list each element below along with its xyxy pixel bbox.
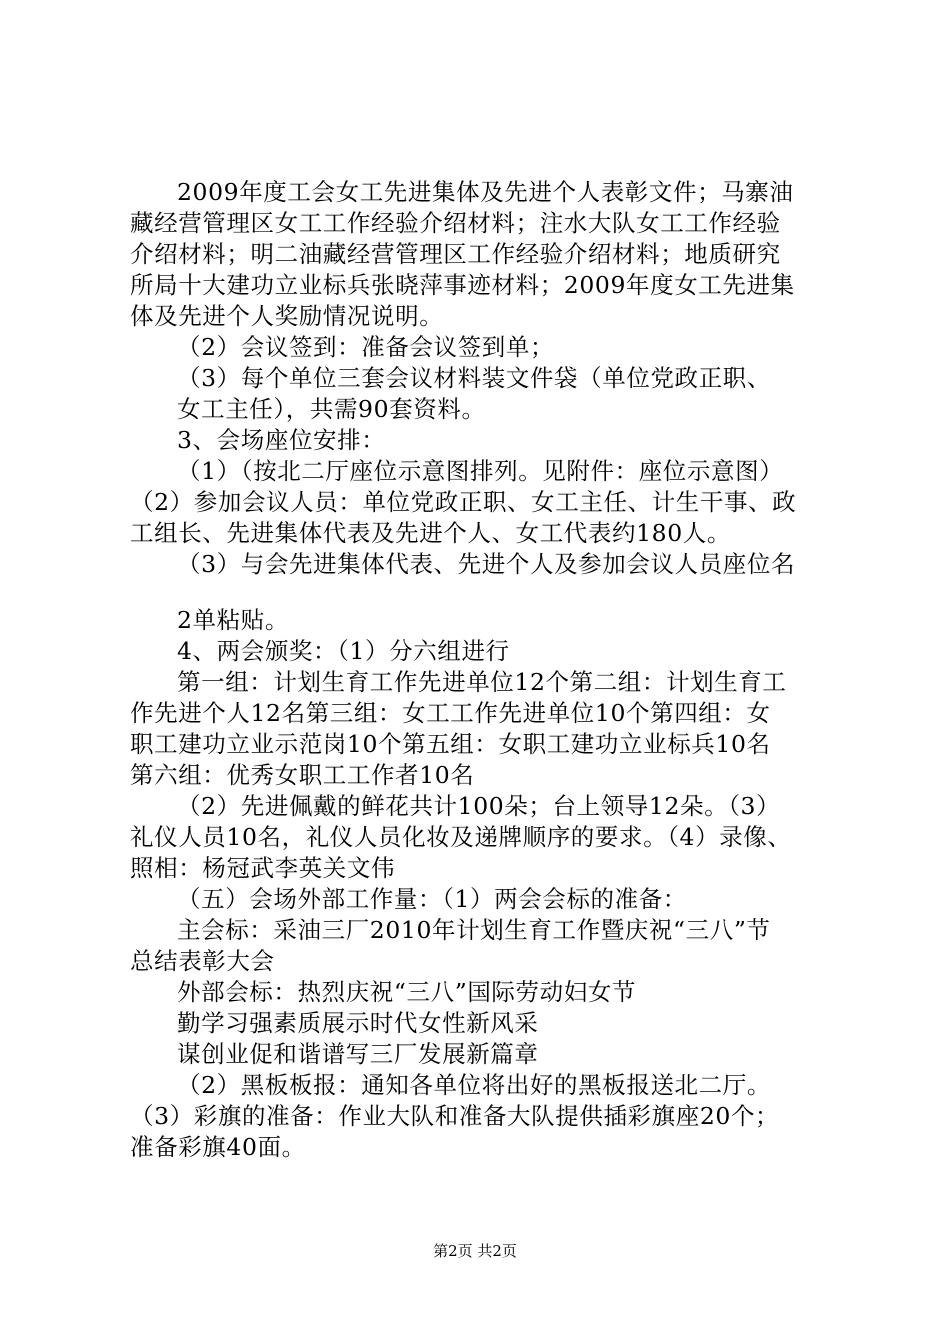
- text-line: 照相：杨冠武李英关文伟: [130, 854, 396, 882]
- page-footer: 第2页 共2页: [433, 1242, 517, 1260]
- text-line: 介绍材料；明二油藏经营管理区工作经验介绍材料；地质研究: [130, 240, 781, 268]
- text-line: （2）会议签到：准备会议签到单；: [177, 333, 555, 361]
- text-line: 外部会标：热烈庆祝“三八”国际劳动妇女节: [177, 978, 637, 1006]
- text-line: 第一组：计划生育工作先进单位12个第二组：计划生育工: [177, 668, 787, 696]
- text-line: 准备彩旗40面。: [130, 1133, 306, 1161]
- text-line: 3、会场座位安排：: [177, 426, 386, 454]
- text-line: 工组长、先进集体代表及先进个人、女工代表约180人。: [130, 519, 731, 547]
- text-line: 藏经营管理区女工工作经验介绍材料；注水大队女工工作经验: [130, 209, 781, 237]
- text-line: 礼仪人员10名，礼仪人员化妆及递牌顺序的要求。（4）录像、: [130, 823, 792, 851]
- text-line: （2）先进佩戴的鲜花共计100朵；台上领导12朵。（3）: [177, 792, 781, 820]
- text-line: 4、两会颁奖：（1）分六组进行: [177, 637, 510, 665]
- text-line: 2单粘贴。: [177, 606, 289, 634]
- text-line: 谋创业促和谐谱写三厂发展新篇章: [177, 1040, 539, 1068]
- text-line: （3）彩旗的准备：作业大队和准备大队提供插彩旗座20个；: [130, 1102, 780, 1130]
- text-line: 职工建功立业示范岗10个第五组：女职工建功立业标兵10名: [130, 730, 771, 758]
- text-line: 第六组：优秀女职工工作者10名: [130, 761, 475, 789]
- text-line: 2009年度工会女工先进集体及先进个人表彰文件；马寨油: [177, 178, 794, 206]
- text-line: 总结表彰大会: [130, 947, 275, 975]
- text-line: （2）参加会议人员：单位党政正职、女工主任、计生干事、政: [130, 488, 797, 516]
- text-line: 主会标：采油三厂2010年计划生育工作暨庆祝“三八”节: [177, 916, 771, 944]
- text-line: 体及先进个人奖励情况说明。: [130, 302, 444, 330]
- text-line: （2）黑板板报：通知各单位将出好的黑板报送北二厅。: [177, 1071, 771, 1099]
- text-line: （1）（按北二厅座位示意图排列。见附件：座位示意图）: [177, 457, 784, 485]
- text-line: （3）每个单位三套会议材料装文件袋（单位党政正职、: [177, 364, 771, 392]
- text-line: 勤学习强素质展示时代女性新风采: [177, 1009, 539, 1037]
- text-line: 所局十大建功立业标兵张晓萍事迹材料；2009年度女工先进集: [130, 271, 795, 299]
- text-line: （3）与会先进集体代表、先进个人及参加会议人员座位名: [177, 550, 796, 578]
- text-line: （五）会场外部工作量：（1）两会会标的准备：: [177, 885, 687, 913]
- text-line: 作先进个人12名第三组：女工工作先进单位10个第四组：女: [130, 699, 771, 727]
- text-line: 女工主任），共需90套资料。: [177, 395, 486, 423]
